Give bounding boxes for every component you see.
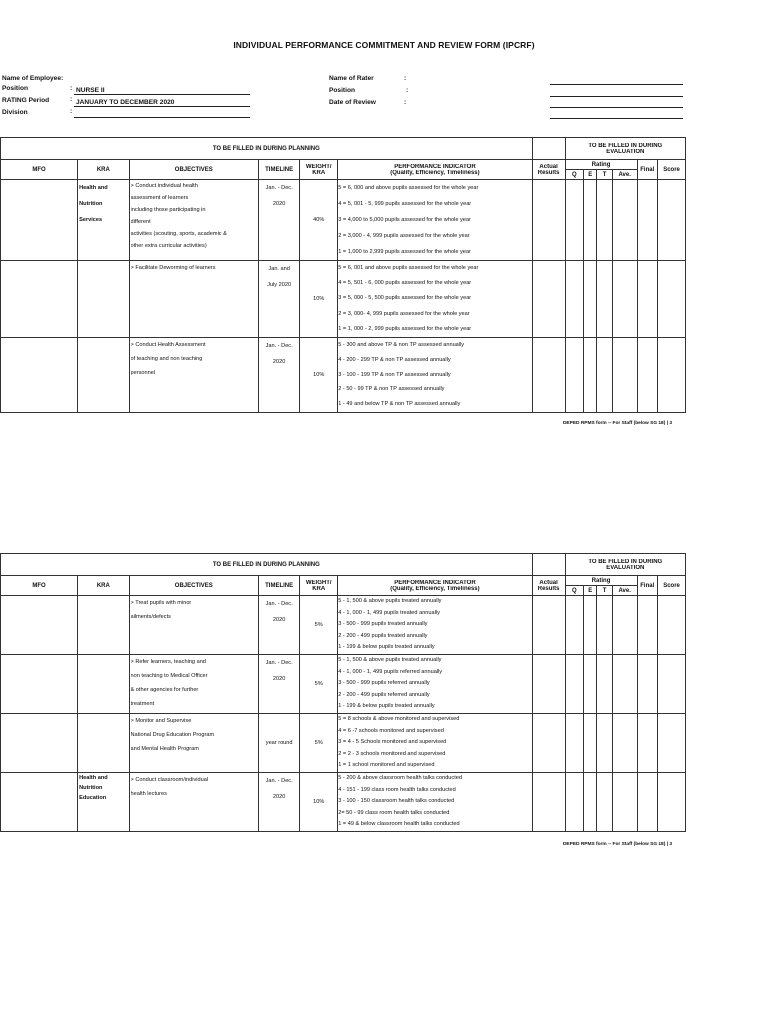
ave-cell[interactable] xyxy=(612,180,637,261)
rater-label: Name of Rater xyxy=(329,75,374,82)
rating-period-value[interactable]: JANUARY TO DECEMBER 2020 xyxy=(76,99,175,106)
division-underline[interactable] xyxy=(74,117,250,118)
t-cell[interactable] xyxy=(597,596,612,655)
timeline-header: TIMELINE xyxy=(259,576,300,596)
cell-line: of teaching and non teaching xyxy=(130,356,203,363)
cell-line: and Mental Health Program xyxy=(130,745,199,752)
cell-line: 5 = 8 schools & above monitored and supervised xyxy=(338,715,460,722)
cell-line: 1 - 49 and below TP & non TP assessed annually xyxy=(338,401,461,408)
table-row xyxy=(1,654,686,713)
cell-line: 2020 xyxy=(272,617,286,623)
weight-cell xyxy=(300,596,338,655)
cell-line: & other agencies for further xyxy=(130,686,199,693)
cell-line: Services xyxy=(79,217,103,223)
employee-name-label: Name of Employee: xyxy=(2,75,64,82)
cell-line: Health and xyxy=(79,185,108,191)
rater-underline[interactable] xyxy=(550,84,683,85)
mfo-cell xyxy=(1,338,78,413)
cell-line: activities (scouting, sports, academic & xyxy=(130,231,227,237)
objectives-cell xyxy=(129,713,259,772)
cell-line: 1 = 1 school monitored and supervised xyxy=(338,762,435,769)
planning-header: TO BE FILLED IN DURING PLANNING xyxy=(1,138,533,160)
q-header: Q xyxy=(565,586,584,596)
cell-line: > Treat pupils with minor xyxy=(130,600,192,606)
rating-period-colon: : xyxy=(70,96,73,103)
weight-cell xyxy=(300,180,338,261)
ave-cell[interactable] xyxy=(612,713,637,772)
cell-line: health lectures xyxy=(130,790,167,797)
cell-line: 4 - 1, 000 - 1, 499 pupils referred annually xyxy=(338,668,443,675)
cell-line: > Conduct individual health xyxy=(130,183,198,189)
actual-results-cell[interactable] xyxy=(532,338,565,413)
objectives-cell xyxy=(129,261,259,338)
cell-line: 2 = 2 - 3 schools monitored and supervised xyxy=(338,750,446,757)
e-cell[interactable] xyxy=(584,180,597,261)
rater-colon: : xyxy=(404,75,407,82)
ipcrf-table-page-1 xyxy=(0,137,686,413)
timeline-cell xyxy=(259,338,300,413)
cell-line: 1 - 199 & below pupils treated annually xyxy=(338,703,435,710)
cell-line: Jan. - Dec. xyxy=(265,185,293,191)
cell-line: 2 - 200 - 499 pupils treated annually xyxy=(338,632,428,639)
cell-line: 5 - 1, 500 & above pupils treated annually xyxy=(338,598,442,604)
weight-cell xyxy=(300,772,338,831)
page-2-rows xyxy=(1,596,686,832)
cell-line: 3 - 500 - 999 pupils referred annually xyxy=(338,680,430,687)
final-header: Final xyxy=(637,576,658,596)
cell-line: 4 = 5, 501 - 6, 000 pupils assessed for the whole year xyxy=(338,280,472,287)
score-cell[interactable] xyxy=(658,261,686,338)
q-header: Q xyxy=(565,170,584,180)
cell-line: National Drug Education Program xyxy=(130,731,215,738)
e-cell[interactable] xyxy=(584,596,597,655)
mfo-header: MFO xyxy=(1,160,78,180)
cell-line: 1 - 199 & below pupils treated annually xyxy=(338,644,435,651)
score-header: Score xyxy=(658,576,686,596)
position-label: Position xyxy=(2,85,29,92)
position-underline xyxy=(74,94,250,95)
mfo-header: MFO xyxy=(1,576,78,596)
cell-line: Jan. - Dec. xyxy=(265,601,293,607)
form-title: INDIVIDUAL PERFORMANCE COMMITMENT AND REVIEW FORM (IPCRF) xyxy=(233,40,535,50)
indicator-cell xyxy=(338,261,532,338)
cell-line: Nutrition xyxy=(79,784,103,791)
cell-line: 2020 xyxy=(272,201,286,207)
weight-cell xyxy=(300,713,338,772)
planning-header: TO BE FILLED IN DURING PLANNING xyxy=(1,554,533,576)
cell-line: > Facilitate Deworming of learners xyxy=(130,265,216,271)
score-cell[interactable] xyxy=(658,654,686,713)
header-spacer xyxy=(532,138,565,160)
kra-cell xyxy=(78,180,129,261)
final-cell[interactable] xyxy=(637,338,658,413)
weight-cell xyxy=(300,261,338,338)
cell-line: 5 - 1, 500 & above pupils treated annually xyxy=(338,656,442,663)
kra-cell xyxy=(78,261,129,338)
ave-cell[interactable] xyxy=(612,772,637,831)
cell-line: 4 - 151 - 199 class room health talks conducted xyxy=(338,786,456,793)
date-review-underline[interactable] xyxy=(550,107,683,108)
ave-cell[interactable] xyxy=(612,338,637,413)
actual-results-cell[interactable] xyxy=(532,180,565,261)
timeline-cell xyxy=(259,772,300,831)
weight-value: 10% xyxy=(313,798,325,805)
cell-line: 1 = 1,000 to 2,999 pupils assessed for the whole year xyxy=(338,249,471,255)
e-header: E xyxy=(584,170,597,180)
e-cell[interactable] xyxy=(584,772,597,831)
e-cell[interactable] xyxy=(584,261,597,338)
objectives-cell xyxy=(129,338,259,413)
objectives-cell xyxy=(129,596,259,655)
cell-line: 3 = 4,000 to 5,000 pupils assessed for the whole year xyxy=(338,217,471,223)
weight-value: 5% xyxy=(314,739,323,746)
rating-period-underline xyxy=(74,106,250,107)
weight-header: WEIGHT/ KRA xyxy=(300,160,338,180)
cell-line: year round xyxy=(265,739,293,746)
q-cell[interactable] xyxy=(565,654,584,713)
objectives-cell xyxy=(129,180,259,261)
final-cell[interactable] xyxy=(637,654,658,713)
actual-results-header: Actual Results xyxy=(532,576,565,596)
ave-header: Ave. xyxy=(612,586,637,596)
weight-cell xyxy=(300,654,338,713)
cell-line: Jan. - Dec. xyxy=(265,343,293,350)
table-row xyxy=(1,338,686,413)
e-cell[interactable] xyxy=(584,338,597,413)
position-colon: : xyxy=(70,85,73,92)
score-cell[interactable] xyxy=(658,713,686,772)
rating-header: Rating xyxy=(565,160,637,170)
indicator-cell xyxy=(338,713,532,772)
kra-cell xyxy=(78,596,129,655)
indicator-header: PERFORMANCE INDICATOR (Quality, Efficiency, Timeliness) xyxy=(338,576,532,596)
mfo-cell xyxy=(1,596,78,655)
page-1-rows xyxy=(1,180,686,413)
weight-value: 5% xyxy=(314,680,323,687)
weight-value: 10% xyxy=(313,296,325,302)
q-cell[interactable] xyxy=(565,180,584,261)
date-review-colon: : xyxy=(404,99,407,106)
final-header: Final xyxy=(637,160,658,180)
cell-line: assessment of learners xyxy=(130,195,189,201)
cell-line: Nutrition xyxy=(79,201,103,207)
table-row xyxy=(1,596,686,655)
indicator-cell xyxy=(338,180,532,261)
final-cell[interactable] xyxy=(637,713,658,772)
cell-line: 5 = 6, 000 and above pupils assessed for the whole year xyxy=(338,185,479,191)
kra-cell xyxy=(78,772,129,831)
table-row xyxy=(1,772,686,831)
actual-results-cell[interactable] xyxy=(532,654,565,713)
cell-line: 5 - 300 and above TP & non TP assessed annually xyxy=(338,342,465,349)
cell-line: 2 = 3,000 - 4, 999 pupils assessed for the whole year xyxy=(338,233,470,239)
cell-line: > Refer learners, teaching and xyxy=(130,658,206,665)
kra-header: KRA xyxy=(78,160,129,180)
cell-line: 2020 xyxy=(272,359,286,366)
indicator-cell xyxy=(338,772,532,831)
score-cell[interactable] xyxy=(658,596,686,655)
mfo-cell xyxy=(1,180,78,261)
timeline-header: TIMELINE xyxy=(259,160,300,180)
indicator-header: PERFORMANCE INDICATOR (Quality, Efficiency, Timeliness) xyxy=(338,160,532,180)
cell-line: 2020 xyxy=(272,675,286,682)
cell-line: Jan. - Dec. xyxy=(265,659,293,666)
q-cell[interactable] xyxy=(565,772,584,831)
cell-line: > Conduct Health Assessment xyxy=(130,342,206,349)
cell-line: 5 - 200 & above classroom health talks conducted xyxy=(338,774,462,781)
t-cell[interactable] xyxy=(597,772,612,831)
division-label: Division xyxy=(2,109,28,116)
cell-line: 3 - 500 - 999 pupils treated annually xyxy=(338,621,428,628)
indicator-cell xyxy=(338,654,532,713)
t-header: T xyxy=(597,170,612,180)
kra-cell xyxy=(78,338,129,413)
actual-results-header: Actual Results xyxy=(532,160,565,180)
timeline-cell xyxy=(259,261,300,338)
mfo-cell xyxy=(1,772,78,831)
cell-line: Health and xyxy=(79,774,108,781)
objectives-header: OBJECTIVES xyxy=(129,576,259,596)
cell-line: personnel xyxy=(130,370,156,377)
cell-line: > Conduct classroom/individual xyxy=(130,776,209,783)
final-cell[interactable] xyxy=(637,772,658,831)
rater-position-colon: : xyxy=(406,87,409,94)
e-header: E xyxy=(584,586,597,596)
header-spacer xyxy=(532,554,565,576)
ave-cell[interactable] xyxy=(612,261,637,338)
t-header: T xyxy=(597,586,612,596)
extra-underline xyxy=(550,118,683,119)
cell-line: 3 = 5, 000 - 5, 500 pupils assessed for the whole year xyxy=(338,295,472,302)
ipcrf-table-page-2 xyxy=(0,553,686,832)
division-colon: : xyxy=(70,108,73,115)
cell-line: 1 = 49 & below classroom health talks conducted xyxy=(338,821,460,828)
actual-results-cell[interactable] xyxy=(532,772,565,831)
cell-line: including those participating in xyxy=(130,207,206,213)
indicator-cell xyxy=(338,338,532,413)
actual-results-cell[interactable] xyxy=(532,713,565,772)
kra-cell xyxy=(78,654,129,713)
cell-line: 2 - 50 - 99 TP & non TP assessed annually xyxy=(338,386,445,393)
rater-position-underline[interactable] xyxy=(550,96,683,97)
t-cell[interactable] xyxy=(597,180,612,261)
weight-header: WEIGHT/ KRA xyxy=(300,576,338,596)
objectives-cell xyxy=(129,654,259,713)
t-cell[interactable] xyxy=(597,338,612,413)
t-cell[interactable] xyxy=(597,713,612,772)
q-cell[interactable] xyxy=(565,338,584,413)
actual-results-cell[interactable] xyxy=(532,596,565,655)
ave-cell[interactable] xyxy=(612,654,637,713)
rating-period-label: RATING Period xyxy=(2,97,50,104)
cell-line: 4 = 6 -7 schools monitored and supervised xyxy=(338,727,444,734)
footer-page-2: DEPED RPMS form -- For Staff (below SG 18) | 3 xyxy=(562,842,672,847)
date-review-label: Date of Review xyxy=(329,99,376,106)
cell-line: 3 - 100 - 199 TP & non TP assessed annually xyxy=(338,371,451,378)
mfo-cell xyxy=(1,654,78,713)
ave-header: Ave. xyxy=(612,170,637,180)
cell-line: 1 = 1, 000 - 2, 999 pupils assessed for the whole year xyxy=(338,325,472,332)
cell-line: other extra curricular activities) xyxy=(130,243,207,249)
e-cell[interactable] xyxy=(584,713,597,772)
score-cell[interactable] xyxy=(658,772,686,831)
cell-line: 4 - 1, 000 - 1, 499 pupils treated annually xyxy=(338,609,440,616)
actual-results-cell[interactable] xyxy=(532,261,565,338)
evaluation-header: TO BE FILLED IN DURING EVALUATION xyxy=(565,554,685,576)
e-cell[interactable] xyxy=(584,654,597,713)
rating-header: Rating xyxy=(565,576,637,586)
table-row xyxy=(1,180,686,261)
timeline-cell xyxy=(259,596,300,655)
final-cell[interactable] xyxy=(637,596,658,655)
timeline-cell xyxy=(259,654,300,713)
cell-line: 4 = 5, 001 - 5, 999 pupils assessed for the whole year xyxy=(338,201,472,207)
score-cell[interactable] xyxy=(658,338,686,413)
cell-line: ailments/defects xyxy=(130,614,171,620)
cell-line: Jan. - Dec. xyxy=(265,777,293,784)
table-row xyxy=(1,713,686,772)
cell-line: 2 - 200 - 499 pupils referred annually xyxy=(338,691,430,698)
kra-header: KRA xyxy=(78,576,129,596)
ave-cell[interactable] xyxy=(612,596,637,655)
score-cell[interactable] xyxy=(658,180,686,261)
cell-line: treatment xyxy=(130,700,155,707)
cell-line: Jan. and xyxy=(268,266,290,272)
t-cell[interactable] xyxy=(597,654,612,713)
weight-value: 5% xyxy=(314,621,323,628)
cell-line: 3 - 100 - 150 classroom health talks conducted xyxy=(338,798,455,805)
weight-cell xyxy=(300,338,338,413)
position-value[interactable]: NURSE II xyxy=(76,87,105,94)
cell-line: 4 - 200 - 299 TP & non TP assessed annually xyxy=(338,356,451,363)
timeline-cell xyxy=(259,713,300,772)
cell-line: non teaching to Medical Officer xyxy=(130,672,208,679)
indicator-cell xyxy=(338,596,532,655)
kra-cell xyxy=(78,713,129,772)
employee-info xyxy=(0,72,768,122)
final-cell[interactable] xyxy=(637,261,658,338)
weight-value: 40% xyxy=(313,217,325,223)
q-cell[interactable] xyxy=(565,713,584,772)
t-cell[interactable] xyxy=(597,261,612,338)
cell-line: Education xyxy=(79,794,107,801)
cell-line: 2 = 3, 000- 4, 999 pupils assessed for the whole year xyxy=(338,310,470,317)
objectives-cell xyxy=(129,772,259,831)
timeline-cell xyxy=(259,180,300,261)
weight-value: 10% xyxy=(313,372,325,378)
cell-line: different xyxy=(130,219,151,225)
cell-line: > Monitor and Supervise xyxy=(130,717,192,724)
mfo-cell xyxy=(1,713,78,772)
evaluation-header: TO BE FILLED IN DURING EVALUATION xyxy=(565,138,685,160)
objectives-header: OBJECTIVES xyxy=(129,160,259,180)
mfo-cell xyxy=(1,261,78,338)
cell-line: 2= 50 - 99 class room health talks conducted xyxy=(338,809,450,816)
cell-line: 5 = 6, 001 and above pupils assessed for the whole year xyxy=(338,265,479,271)
q-cell[interactable] xyxy=(565,596,584,655)
final-cell[interactable] xyxy=(637,180,658,261)
cell-line: 2020 xyxy=(272,793,286,800)
rater-position-label: Position xyxy=(329,87,356,94)
cell-line: July 2020 xyxy=(267,282,292,288)
cell-line: 3 = 4 - 5 Schools monitored and supervised xyxy=(338,739,447,746)
footer-page-1: DEPED RPMS form -- For Staff (below SG 18) | 3 xyxy=(562,421,672,426)
score-header: Score xyxy=(658,160,686,180)
table-row xyxy=(1,261,686,338)
q-cell[interactable] xyxy=(565,261,584,338)
